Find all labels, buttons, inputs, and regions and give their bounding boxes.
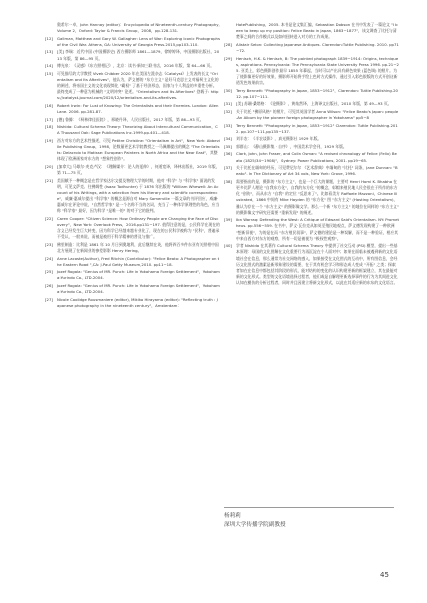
reference-number: [19] bbox=[45, 137, 53, 143]
reference-number: [25] bbox=[45, 269, 53, 275]
reference-number: [34] bbox=[224, 136, 232, 142]
reference-number: [13] bbox=[45, 49, 53, 55]
reference-text: 刘半农：《半农谈影》，真光摄影社 1929 年版。 bbox=[236, 136, 322, 142]
reference-text: 关于比托 "佛原风格" 的照片，可见其英国学者 Anna Wilson: "Felice Beato's Japan: people-An Album by the pioneer foreign photographer in Yokohama" pp5−8 bbox=[236, 108, 399, 121]
reference-item bbox=[45, 63, 220, 69]
reference-item bbox=[45, 103, 220, 115]
reference-text: Henisch, H.K. & Henisch, B: The painted photograph 1839−1914: Origins, techniques, aspirations. Pennsylvania: The Pennsylvania State University Press 1996. pp.21−25. 亚美上，彩色摄影创作最早 1855 年摹起，当时可以产出具有颜色效果 (蓝色调) 的照片。为了使影像更好的好效果，摄影师开始将手绘上色时方式操作，通过引入彩色银版的方式开创这新道发色效果前宗。 bbox=[236, 55, 399, 86]
reference-number: [15] bbox=[45, 70, 53, 76]
left-column bbox=[45, 22, 220, 310]
reference-item bbox=[224, 88, 399, 100]
reference-text: Jozef Rogala: "Genius of MR. Punch: Life in Yokohama Foreign Settlement"，Yokohama:Yurindo Co., LTD.2004. bbox=[57, 282, 220, 295]
reference-number: [40] bbox=[224, 243, 232, 249]
reference-item bbox=[224, 136, 399, 142]
reference-text: 美国赋予一种概念是在哲学家达尔文提及物理大学的时期，他对 "科学" 与 "科学家" 面说的发明，可见文萨克、往佛姆性 (Isaac Todhunter) 于 1876 年出版的 "William Whewell: An Account of his Writings, with a selection from his literary and scientific correspondence"，威廉·惠威尔提出 "科学家" 的概念是源自对 Mary Somerville 一篇文章的书评回应，威廉·惠威尔在评论中说，"自然哲学家" 是一个名称不当的名词，充当了一种体学原理性的角色，应当称 "科学家" 最好，因为科学 "是唯一的" 的对于它的批判。 bbox=[57, 177, 220, 214]
reference-number: [37] bbox=[224, 165, 232, 171]
reference-item bbox=[45, 71, 220, 102]
reference-text: Terry Bennett: "Photography in Japan, 1853−1912"，Clarendon: Tuttle Publishing.2012. pp.107−111. bbox=[236, 87, 398, 99]
reference-item bbox=[224, 109, 399, 121]
reference-item bbox=[224, 22, 399, 40]
reference-item bbox=[45, 297, 220, 309]
reference-text: Alistair Selon: Collecting Japanese Antiques. Clarendon:Tuttle Publishing. 2010. pp71−72. bbox=[236, 41, 399, 54]
reference-text: 关于比托在缅甸的经历，可见费尼尔尔 《艺术辞典》中缅甸的 "比托" 词条，Jane Dunnan: "Beato". In The Dictionary of Art 34 vols, New York: Grove, 1996. bbox=[236, 165, 398, 177]
reference-item bbox=[224, 179, 399, 216]
reference-item bbox=[224, 243, 399, 286]
reference-item bbox=[45, 283, 220, 295]
reference-number: [21] bbox=[45, 177, 53, 183]
reference-item bbox=[224, 42, 399, 54]
reference-number: [38] bbox=[224, 178, 232, 184]
reference-text: Ibn Warraq: Defending the West: A Critique of Edward Said's Orientalism. NY: Prometheus. pp.556−559. 在书中，萨义·瓦拉克从如英至殖民地观点，萨义德发现构建了一种欧洲 "想新旧视"，为的是在而 "东方殖民叙事"，萨义德的建论是一种误解，而不是一种验证，相应其中来自西方对东方的观察，所有一切是被视为 "极权性观察"。 bbox=[236, 217, 400, 241]
reference-text: Terry Bennett: "Photography in Japan, 1853−1912" Clarendon: Tuttle Publishing.2012. pp.107−111,pp135−137. bbox=[236, 122, 398, 134]
reference-text: Gallman, Matthew and Gary W. Gallagher: Lens of War: Exploring Iconic Photographs of the Civil War. Athens, GA: University of Georgia Press.2015,pp103-110. bbox=[57, 35, 220, 47]
reference-number: [17] bbox=[45, 116, 53, 122]
author-divider bbox=[224, 507, 394, 508]
reference-item bbox=[45, 49, 220, 61]
reference-text: Nishida: Cultural Schema Theory: Theorizing About Intercultural Communication，CA Thousand Oak: Sage Publications Inc.1999.pp.401—418. bbox=[57, 124, 218, 136]
reference-text: Caren Cooper: "Citizen Science: How Ordinary People are Changing the Face of Discovery"，New York: Overlook Press，2016.pp131−197. 值得注意的是，公民科学在现在的含义已经发生巨大转变，因为科学已经越来越专业化了，现在的公民科学被称为 "民科"，普遍承不受认，一般来说，而被是被用于科学精神的普及与推广。 bbox=[57, 215, 220, 240]
reference-item bbox=[45, 117, 220, 123]
reference-item bbox=[45, 256, 220, 268]
reference-number: [23] bbox=[45, 241, 53, 247]
reference-number: [18] bbox=[45, 124, 53, 130]
reference-text: 需要指出的是，摄影的 "东方主义"，也是一个巨大的课题，主要对 Henri Homi K. Bhabha 在更多比萨人理论 "自我东方化"，自我的东方化 "的概念，彰帽来殖民地人民会很在于所作的东方化 "创伤"，而从东方 "自我" 的定位 "反思来了"。比如看美方 Raffaele Mazzoni，Chinese Illustrated，1866 中间有 Mike Hayden 的 "东方化" 图 "东方主义" (Hasting Orientalism)，雅认为存在一个 "东方主义" 的摄影像文学。那么一个新 "东方主义" 的地位在同样的 "东方主义" 的摄影像文字研究还需要 "重新发现" 的阐述。 bbox=[236, 178, 399, 215]
reference-number: [14] bbox=[45, 63, 53, 69]
reference-item bbox=[45, 124, 220, 136]
reference-item bbox=[45, 164, 220, 176]
reference-text: [美] 苏珊·桑塔格：《论摄影》，黄灿然译，上海译文出版社，2010 年版，第 49—93 页。 bbox=[236, 101, 392, 107]
reference-item bbox=[224, 123, 399, 135]
reference-text: HotePublishing，2005. 本书是论文集汇编，Sebastian Dobson 在书中发表了一篇论文 "I been to keep up my position: Felice Beato in Japan, 1863−1877"，该文调查了比托与清楚事之间的合作模式以及如何扭转进入对方的工作成果。 bbox=[236, 22, 398, 40]
reference-number: [32] bbox=[224, 108, 232, 114]
reference-item bbox=[45, 138, 220, 163]
reference-number: [35] bbox=[224, 143, 232, 149]
reference-item bbox=[224, 151, 399, 163]
reference-number: [39] bbox=[224, 217, 232, 223]
reference-item bbox=[224, 101, 399, 107]
reference-number: [26] bbox=[45, 282, 53, 288]
reference-text: 奥希尔一卓，John Hannay (editor)：Encyclopedia of Nineteenth-century Photography, Volume 2，Oxford: Taylor & Francis Group，2008，pp.128-131. bbox=[57, 22, 220, 34]
reference-item bbox=[45, 178, 220, 215]
author-name: 杨莉莉 bbox=[224, 513, 241, 519]
reference-text: [美] 李瑞：近代中国 (中国摄影史) 西方摄影师 1861—1879，徐婷婷译，中国摄影出版社，2013 年版，第 86—95 页。 bbox=[57, 49, 220, 61]
reference-item bbox=[45, 22, 220, 34]
reference-text: Clark, John, John Fraser, and Colin Osman: "A revised chronology of Felice (Felix) Beato (1825/34−1908)"，Sydney: Power Publications, 2001. pp19−65. bbox=[236, 151, 397, 163]
reference-text: 可见描写约大学教授 Vivek Chibber 2020 年在美国左派杂志《Catalyst》上发表的长文 "Orientalism and Its Afterlives"，他认为，萨义德的 "东方主义" 是好马克思主义对福柯主义化的的阐述，将帝国主义的文化表现简化 "霸权" 了基于经济形态，国家与个人利益的多重性分析。最终变成了一种意为机械的 "文明冲突" 论述。"Orientalism and Its Afterlives" 登载于: https://catalyst-journal.com/2020/12/orientalism-and-its-afterlives. bbox=[57, 70, 219, 101]
reference-text: 西方对东方的艺术性描述，可见 Petitre Christine: "Orientalism in Art"，New York: Abbeville Publishing Group，1998，论数量更艺术学院教授之一马佩娜提出的概念 "The Orientalists: Delacroix to Matisse: European Painters in North Africa and the Near East"，其整体现了欧洲画家对东方的 "想象性创作"。 bbox=[57, 137, 221, 162]
reference-number: [16] bbox=[45, 102, 53, 108]
reference-item bbox=[224, 144, 399, 150]
reference-item bbox=[45, 36, 220, 48]
reference-number: [28] bbox=[224, 41, 232, 47]
right-column bbox=[224, 22, 399, 288]
reference-item bbox=[224, 217, 399, 242]
reference-number: [12] bbox=[45, 35, 53, 41]
reference-item bbox=[45, 269, 220, 281]
reference-number: [36] bbox=[224, 151, 232, 157]
reference-item bbox=[224, 56, 399, 87]
reference-text: 傅光泉：《灵感》《东方照相记》，北京：读书·新知三联书店，2016 年版，第 64—66 页。 bbox=[57, 63, 215, 69]
reference-number: [22] bbox=[45, 215, 53, 221]
reference-text: 郭群山：《静山摄影集 · 自序》，中国美术学会刊，1929 年版。 bbox=[236, 143, 347, 149]
reference-number: [24] bbox=[45, 255, 53, 261]
reference-text: 学者 Nishida 在其著作 Cultural Schema Theory 中提供了社交互动 (PSI) 模型，提出一些基本原理：母国的文化图解在文化重要行为再沉淀在个人面对中；如果在面临未被遇到新的文化语境社会在信息，那么通常为社交网络的感入，如果接受在文化图式的互动中，所有图信息，会经历文化图式的激素是新形象建设的需要，在于其有机会学习和形态成人变成 "开拓" 之类；探索者如在在信息中都包括其阶段的形式，能对结构的变化的认识构建更新的框架建立，其在最能对新的文化形式。类型的文化语境选择过程者，他们或是自解理更新选择事件的行为为其间进文化认知在模仿的分析过程者，同时并且因建立将新文化形式，以此在其适应新的东东的文化语言。 bbox=[236, 243, 398, 286]
reference-item bbox=[224, 165, 399, 177]
reference-text: [加拿大] 马歇尔·麦克卢汉：《理解媒介：论人的延伸》，何道宽译，译林出版社，2019 年版，第 71—75 页。 bbox=[57, 163, 220, 175]
reference-text: 佛里制造：比利是 1861 年 10 月日到奥地利，此后继续在英，他将四百多件东亚有关照相中国北方展现了在新闻业的参差影影 Henry Hering。 bbox=[57, 241, 219, 253]
reference-text: [德] 鲁滕：《柯林律佳医院》，邢晓丹译，人民出版社，2017 年版，第 86—93 页。 bbox=[57, 116, 204, 122]
reference-text: Jozef Rogala: "Genius of MR. Punch: Life in Yokohama Foreign Settlement"，Yokohama:Yurindo Co., LTD.2004. bbox=[57, 269, 220, 281]
reference-item bbox=[45, 242, 220, 254]
reference-number: [33] bbox=[224, 122, 232, 128]
reference-number: [27] bbox=[45, 296, 53, 302]
reference-item bbox=[45, 216, 220, 241]
reference-number: [20] bbox=[45, 163, 53, 169]
reference-text: Anne Lacoste(Author), Fred Ritchin (Contributor): "Felice Beato: A Photographer on the Eastern Road ",CA: J.Paul Getty Museum,2010. pp11−18. bbox=[57, 255, 220, 267]
reference-number: [31] bbox=[224, 101, 232, 107]
page-number: 45 bbox=[380, 571, 389, 579]
reference-number: [30] bbox=[224, 87, 232, 93]
author-affiliation: 深圳大学传播学院副教授 bbox=[224, 522, 286, 528]
reference-text: Nicole Coolidge Rousmaniere (editor), Mikiko Hirayama (editor): "Reflecting truth : Japanese photography in the nineteenth century"，Amsterdam： bbox=[57, 296, 218, 308]
reference-text: Robert Irwin: For Lust of Knowing: The Orientalists and their Enemies. London: Allen Lane. 2006. pp.281-87. bbox=[57, 102, 219, 114]
reference-number: [29] bbox=[224, 55, 232, 61]
